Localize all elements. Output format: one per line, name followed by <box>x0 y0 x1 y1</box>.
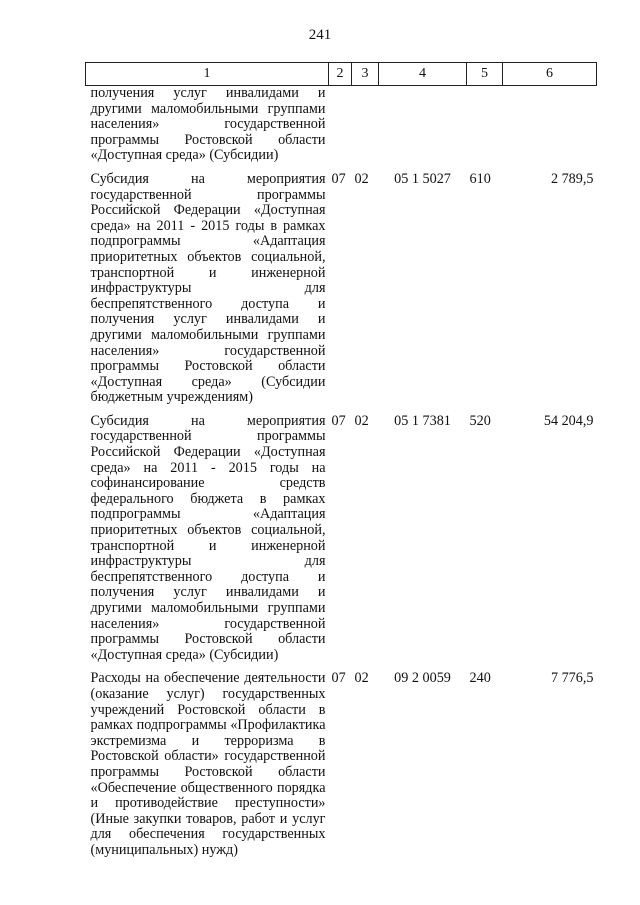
table-row <box>86 406 597 664</box>
target-article-code: 05 1 5027 <box>394 170 451 187</box>
expense-name: Расходы на обеспечение деятельности (оказание услуг) государственных учреждений Ростовской области в рамках подпрограммы «Профилактика экстремизма и терроризма в Ростовской области» государственной программы Ростовской области «Обеспечение общественного порядка и противодействие преступности» (Иные закупки товаров, работ и услуг для обеспечения государственных (муниципальных) нужд) <box>90 670 326 858</box>
amount: 2 789,5 <box>550 170 594 187</box>
section-code: 07 <box>331 670 346 687</box>
target-article-code <box>379 86 467 164</box>
column-header: 6 <box>503 63 597 86</box>
expense-type-code: 240 <box>469 670 491 687</box>
target-article-code: 09 2 0059 <box>394 670 451 687</box>
target-article-code: 05 1 7381 <box>394 412 451 429</box>
page-number: 241 <box>308 27 332 43</box>
column-header: 3 <box>352 63 379 86</box>
table-header-row <box>86 63 597 86</box>
expense-type-code: 610 <box>469 170 491 187</box>
column-header: 1 <box>86 63 329 86</box>
column-header: 2 <box>329 63 352 86</box>
column-header: 4 <box>379 63 467 86</box>
section-code: 07 <box>331 170 346 187</box>
column-header: 5 <box>467 63 503 86</box>
subsection-code: 02 <box>354 412 369 429</box>
section-code <box>329 86 352 164</box>
expense-name: Субсидия на мероприятия государственной программы Российской Федерации «Доступная среда» на 2011 - 2015 годы в рамках подпрограммы «Адаптация приоритетных объектов социальной, транспортной и инженерной инфраструктуры для беспрепятственного доступа и получения услуг инвалидами и другими маломобильными группами населения» государственной программы Ростовской области «Доступная среда» (Субсидии бюджетным учреждениям) <box>90 170 326 406</box>
subsection-code: 02 <box>354 170 369 187</box>
expense-type-code: 520 <box>469 412 491 429</box>
amount: 54 204,9 <box>543 412 594 429</box>
expense-name: Субсидия на мероприятия государственной программы Российской Федерации «Доступная среда» на 2011 - 2015 годы на софинансирование средств федерального бюджета в рамках подпрограммы «Адаптация приоритетных объектов социальной, транспортной и инженерной инфраструктуры для беспрепятственного доступа и получения услуг инвалидами и другими маломобильными группами населения» государственной программы Ростовской области «Доступная среда» (Субсидии) <box>90 412 326 663</box>
table-row <box>86 164 597 406</box>
section-code: 07 <box>331 412 346 429</box>
subsection-code: 02 <box>354 670 369 687</box>
amount <box>503 86 597 164</box>
subsection-code <box>352 86 379 164</box>
table-row <box>86 86 597 164</box>
budget-table <box>85 62 597 859</box>
amount: 7 776,5 <box>550 670 594 687</box>
table-row <box>86 663 597 858</box>
expense-type-code <box>467 86 503 164</box>
expense-name: получения услуг инвалидами и другими маломобильными группами населения» государственной программы Ростовской области «Доступная среда» (Субсидии) <box>90 85 326 164</box>
